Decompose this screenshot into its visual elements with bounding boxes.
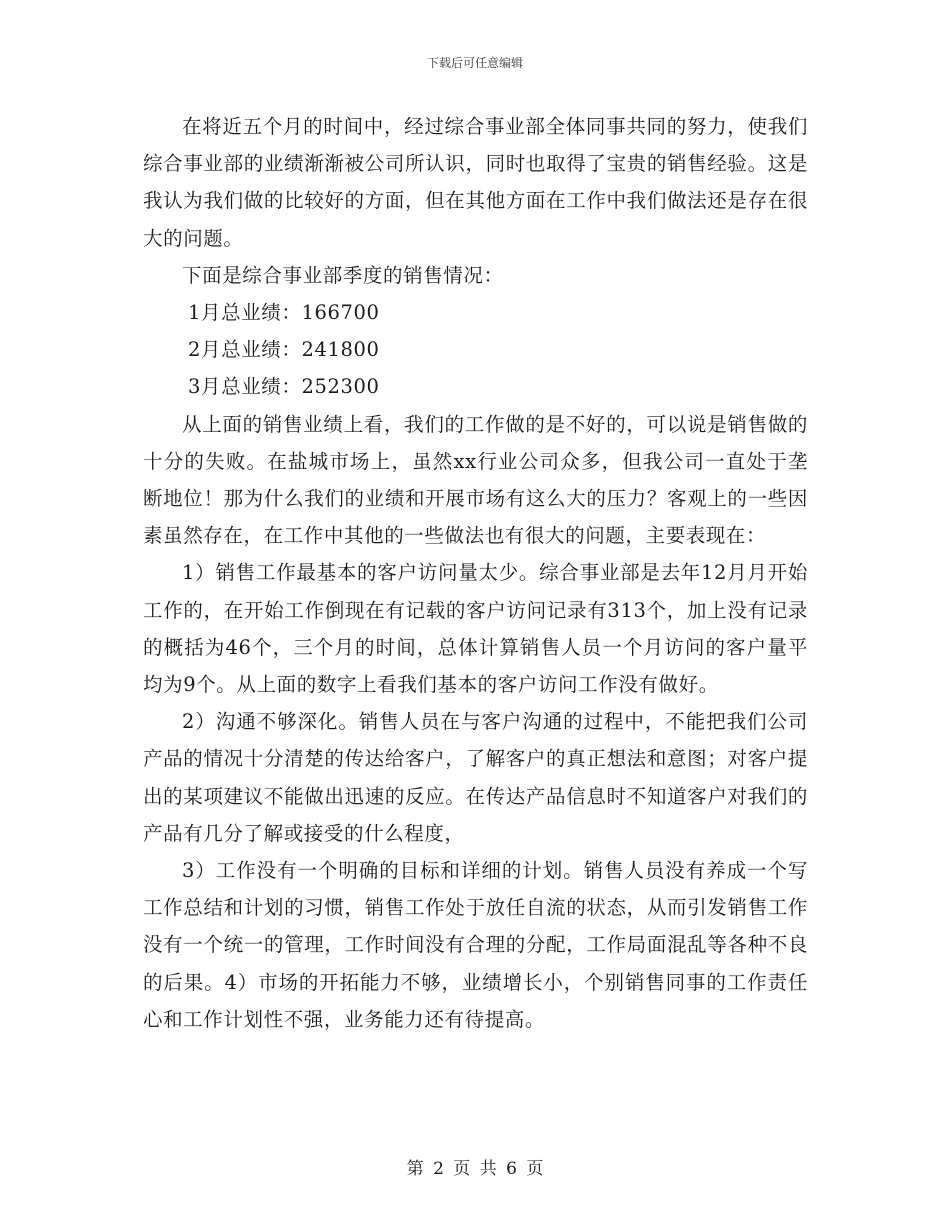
point-1-paragraph: 1）销售工作最基本的客户访问量太少。综合事业部是去年12月月开始工作的，在开始工作倒现在有记载的客户访问记录有313个，加上没有记录的概括为46个，三个月的时间，总体计算销售人员一个月访问的客户量平均为9个。从上面的数字上看我们基本的客户访问工作没有做好。: [143, 561, 808, 697]
point-2-paragraph: 2）沟通不够深化。销售人员在与客户沟通的过程中，不能把我们公司产品的情况十分清楚的传达给客户，了解客户的真正想法和意图；对客户提出的某项建议不能做出迅速的反应。在传达产品信息时不知道客户对我们的产品有几分了解或接受的什么程度，: [143, 710, 808, 845]
point-3-paragraph: 3）工作没有一个明确的目标和详细的计划。销售人员没有养成一个写工作总结和计划的习惯，销售工作处于放任自流的状态，从而引发销售工作没有一个统一的管理，工作时间没有合理的分配，工作局面混乱等各种不良的后果。4）市场的开拓能力不够，业绩增长小，个别销售同事的工作责任心和工作计划性不强，业务能力还有待提高。: [143, 859, 808, 1031]
document-body: [143, 108, 808, 1038]
sales-line-january: 1月总业绩：166700: [188, 301, 380, 325]
analysis-paragraph: 从上面的销售业绩上看，我们的工作做的是不好的，可以说是销售做的十分的失败。在盐城市场上，虽然xx行业公司众多，但我公司一直处于垄断地位！那为什么我们的业绩和开展市场有这么大的压力？客观上的一些因素虽然存在，在工作中其他的一些做法也有很大的问题，主要表现在：: [143, 412, 808, 548]
sales-heading: 下面是综合事业部季度的销售情况：: [182, 263, 504, 287]
intro-paragraph: 在将近五个月的时间中，经过综合事业部全体同事共同的努力，使我们综合事业部的业绩渐渐被公司所认识，同时也取得了宝贵的销售经验。这是我认为我们做的比较好的方面，但在其他方面在工作中我们做法还是存在很大的问题。: [143, 115, 808, 250]
page-number-footer: 第 2 页 共 6 页: [406, 1159, 544, 1179]
sales-line-february: 2月总业绩：241800: [188, 338, 380, 362]
page-header-note: 下载后可任意编辑: [426, 56, 523, 70]
sales-line-march: 3月总业绩：252300: [188, 375, 380, 399]
